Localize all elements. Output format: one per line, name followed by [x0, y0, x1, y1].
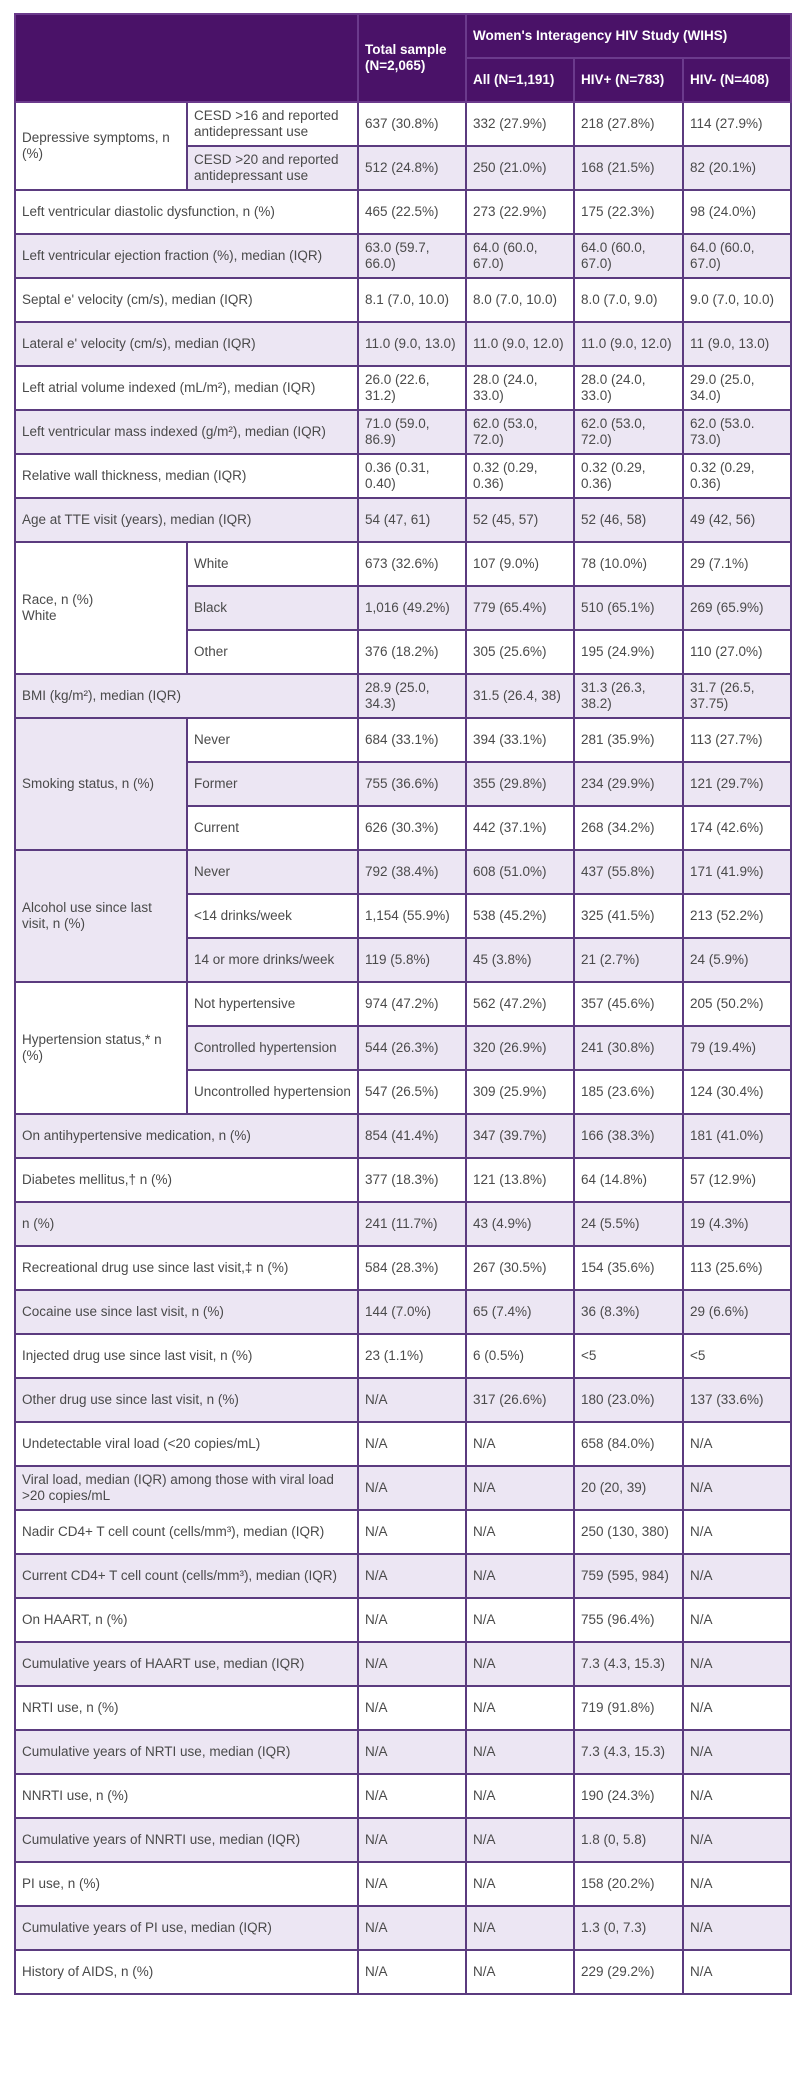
row-label: NNRTI use, n (%)	[15, 1774, 358, 1818]
row-label: On HAART, n (%)	[15, 1598, 358, 1642]
value-cell: 171 (41.9%)	[683, 850, 791, 894]
value-cell: 185 (23.6%)	[574, 1070, 683, 1114]
row-label: Left atrial volume indexed (mL/m²), median (IQR)	[15, 366, 358, 410]
value-cell: N/A	[683, 1818, 791, 1862]
value-cell: 9.0 (7.0, 10.0)	[683, 278, 791, 322]
value-cell: 45 (3.8%)	[466, 938, 574, 982]
value-cell: 23 (1.1%)	[358, 1334, 466, 1378]
value-cell: 137 (33.6%)	[683, 1378, 791, 1422]
table-row	[15, 1642, 791, 1686]
row-label: Cumulative years of PI use, median (IQR)	[15, 1906, 358, 1950]
row-label: Cumulative years of NRTI use, median (IQR)	[15, 1730, 358, 1774]
row-label: On antihypertensive medication, n (%)	[15, 1114, 358, 1158]
value-cell: 119 (5.8%)	[358, 938, 466, 982]
row-label: Left ventricular mass indexed (g/m²), median (IQR)	[15, 410, 358, 454]
value-cell: 320 (26.9%)	[466, 1026, 574, 1070]
value-cell: 166 (38.3%)	[574, 1114, 683, 1158]
value-cell: 19 (4.3%)	[683, 1202, 791, 1246]
value-cell: 54 (47, 61)	[358, 498, 466, 542]
value-cell: 0.32 (0.29, 0.36)	[683, 454, 791, 498]
value-cell: 195 (24.9%)	[574, 630, 683, 674]
table-row	[15, 850, 791, 894]
value-cell: 317 (26.6%)	[466, 1378, 574, 1422]
table-row	[15, 1422, 791, 1466]
table-row	[15, 234, 791, 278]
value-cell: 658 (84.0%)	[574, 1422, 683, 1466]
value-cell: 250 (130, 380)	[574, 1510, 683, 1554]
value-cell: 31.3 (26.3, 38.2)	[574, 674, 683, 718]
value-cell: N/A	[466, 1686, 574, 1730]
value-cell: 64.0 (60.0, 67.0)	[574, 234, 683, 278]
table-row	[15, 1730, 791, 1774]
row-label: Injected drug use since last visit, n (%)	[15, 1334, 358, 1378]
value-cell: 24 (5.9%)	[683, 938, 791, 982]
value-cell: N/A	[358, 1466, 466, 1510]
row-label: Diabetes mellitus,† n (%)	[15, 1158, 358, 1202]
value-cell: 759 (595, 984)	[574, 1554, 683, 1598]
value-cell: 174 (42.6%)	[683, 806, 791, 850]
row-label: Left ventricular ejection fraction (%), median (IQR)	[15, 234, 358, 278]
value-cell: N/A	[466, 1906, 574, 1950]
value-cell: 29 (6.6%)	[683, 1290, 791, 1334]
value-cell: 229 (29.2%)	[574, 1950, 683, 1994]
value-cell: 31.7 (26.5, 37.75)	[683, 674, 791, 718]
value-cell: 779 (65.4%)	[466, 586, 574, 630]
value-cell: 154 (35.6%)	[574, 1246, 683, 1290]
value-cell: N/A	[683, 1906, 791, 1950]
value-cell: 62.0 (53.0. 73.0)	[683, 410, 791, 454]
table-row	[15, 102, 791, 146]
row-label: Current CD4+ T cell count (cells/mm³), median (IQR)	[15, 1554, 358, 1598]
value-cell: 347 (39.7%)	[466, 1114, 574, 1158]
sub-row-label: Other	[187, 630, 358, 674]
value-cell: N/A	[358, 1554, 466, 1598]
header-all: All (N=1,191)	[466, 58, 574, 102]
table-row	[15, 718, 791, 762]
value-cell: 28.0 (24.0, 33.0)	[466, 366, 574, 410]
table-row	[15, 1158, 791, 1202]
value-cell: 755 (36.6%)	[358, 762, 466, 806]
table-row	[15, 1862, 791, 1906]
value-cell: N/A	[466, 1774, 574, 1818]
value-cell: 124 (30.4%)	[683, 1070, 791, 1114]
value-cell: 544 (26.3%)	[358, 1026, 466, 1070]
value-cell: 64 (14.8%)	[574, 1158, 683, 1202]
value-cell: 82 (20.1%)	[683, 146, 791, 190]
row-label: Cumulative years of NNRTI use, median (IQR)	[15, 1818, 358, 1862]
row-label: NRTI use, n (%)	[15, 1686, 358, 1730]
value-cell: 755 (96.4%)	[574, 1598, 683, 1642]
table-row	[15, 190, 791, 234]
row-label: Other drug use since last visit, n (%)	[15, 1378, 358, 1422]
value-cell: 584 (28.3%)	[358, 1246, 466, 1290]
row-label: Race, n (%) White	[15, 542, 187, 674]
value-cell: 168 (21.5%)	[574, 146, 683, 190]
value-cell: N/A	[466, 1642, 574, 1686]
value-cell: 305 (25.6%)	[466, 630, 574, 674]
value-cell: 234 (29.9%)	[574, 762, 683, 806]
value-cell: N/A	[358, 1730, 466, 1774]
sub-row-label: Black	[187, 586, 358, 630]
value-cell: N/A	[466, 1510, 574, 1554]
value-cell: 29 (7.1%)	[683, 542, 791, 586]
value-cell: 28.0 (24.0, 33.0)	[574, 366, 683, 410]
value-cell: 11.0 (9.0, 12.0)	[466, 322, 574, 366]
value-cell: 241 (11.7%)	[358, 1202, 466, 1246]
value-cell: N/A	[683, 1554, 791, 1598]
value-cell: 63.0 (59.7, 66.0)	[358, 234, 466, 278]
value-cell: 465 (22.5%)	[358, 190, 466, 234]
value-cell: 71.0 (59.0, 86.9)	[358, 410, 466, 454]
value-cell: 158 (20.2%)	[574, 1862, 683, 1906]
row-label: Alcohol use since last visit, n (%)	[15, 850, 187, 982]
value-cell: 26.0 (22.6, 31.2)	[358, 366, 466, 410]
row-label: Smoking status, n (%)	[15, 718, 187, 850]
value-cell: 376 (18.2%)	[358, 630, 466, 674]
row-label: Hypertension status,* n (%)	[15, 982, 187, 1114]
row-label: History of AIDS, n (%)	[15, 1950, 358, 1994]
row-label: BMI (kg/m²), median (IQR)	[15, 674, 358, 718]
table-row	[15, 322, 791, 366]
table-row	[15, 1378, 791, 1422]
value-cell: 64.0 (60.0, 67.0)	[466, 234, 574, 278]
value-cell: 6 (0.5%)	[466, 1334, 574, 1378]
value-cell: N/A	[358, 1862, 466, 1906]
value-cell: N/A	[466, 1862, 574, 1906]
value-cell: 684 (33.1%)	[358, 718, 466, 762]
table-row	[15, 1510, 791, 1554]
value-cell: 79 (19.4%)	[683, 1026, 791, 1070]
row-label: Left ventricular diastolic dysfunction, n (%)	[15, 190, 358, 234]
sub-row-label: White	[187, 542, 358, 586]
value-cell: 0.32 (0.29, 0.36)	[466, 454, 574, 498]
value-cell: 62.0 (53.0, 72.0)	[574, 410, 683, 454]
row-label: Relative wall thickness, median (IQR)	[15, 454, 358, 498]
value-cell: N/A	[358, 1510, 466, 1554]
table-row	[15, 1950, 791, 1994]
table-row	[15, 674, 791, 718]
sub-row-label: CESD >20 and reported antidepressant use	[187, 146, 358, 190]
value-cell: N/A	[683, 1774, 791, 1818]
value-cell: N/A	[358, 1774, 466, 1818]
row-label: Lateral e' velocity (cm/s), median (IQR)	[15, 322, 358, 366]
value-cell: N/A	[466, 1598, 574, 1642]
value-cell: 510 (65.1%)	[574, 586, 683, 630]
value-cell: 7.3 (4.3, 15.3)	[574, 1730, 683, 1774]
header-total-sample: Total sample (N=2,065)	[358, 14, 466, 102]
value-cell: N/A	[466, 1422, 574, 1466]
sub-row-label: Controlled hypertension	[187, 1026, 358, 1070]
sub-row-label: Former	[187, 762, 358, 806]
row-label: Age at TTE visit (years), median (IQR)	[15, 498, 358, 542]
value-cell: 512 (24.8%)	[358, 146, 466, 190]
value-cell: N/A	[683, 1510, 791, 1554]
value-cell: 719 (91.8%)	[574, 1686, 683, 1730]
value-cell: 114 (27.9%)	[683, 102, 791, 146]
value-cell: 36 (8.3%)	[574, 1290, 683, 1334]
value-cell: N/A	[683, 1950, 791, 1994]
sub-row-label: 14 or more drinks/week	[187, 938, 358, 982]
table-body	[15, 102, 791, 1994]
table-row	[15, 454, 791, 498]
table-row	[15, 366, 791, 410]
table-row	[15, 1114, 791, 1158]
value-cell: 269 (65.9%)	[683, 586, 791, 630]
table-row	[15, 410, 791, 454]
value-cell: 175 (22.3%)	[574, 190, 683, 234]
value-cell: 273 (22.9%)	[466, 190, 574, 234]
value-cell: 121 (29.7%)	[683, 762, 791, 806]
value-cell: 377 (18.3%)	[358, 1158, 466, 1202]
row-label: Recreational drug use since last visit,‡ n (%)	[15, 1246, 358, 1290]
header-blank	[15, 14, 358, 102]
value-cell: 267 (30.5%)	[466, 1246, 574, 1290]
row-label: Septal e' velocity (cm/s), median (IQR)	[15, 278, 358, 322]
value-cell: 7.3 (4.3, 15.3)	[574, 1642, 683, 1686]
value-cell: 0.32 (0.29, 0.36)	[574, 454, 683, 498]
row-label: n (%)	[15, 1202, 358, 1246]
value-cell: 113 (25.6%)	[683, 1246, 791, 1290]
value-cell: 325 (41.5%)	[574, 894, 683, 938]
value-cell: 281 (35.9%)	[574, 718, 683, 762]
value-cell: 442 (37.1%)	[466, 806, 574, 850]
row-label: Cumulative years of HAART use, median (IQR)	[15, 1642, 358, 1686]
value-cell: 49 (42, 56)	[683, 498, 791, 542]
value-cell: 626 (30.3%)	[358, 806, 466, 850]
value-cell: 180 (23.0%)	[574, 1378, 683, 1422]
value-cell: N/A	[358, 1642, 466, 1686]
value-cell: 562 (47.2%)	[466, 982, 574, 1026]
value-cell: N/A	[466, 1554, 574, 1598]
value-cell: N/A	[358, 1818, 466, 1862]
value-cell: N/A	[683, 1598, 791, 1642]
value-cell: 332 (27.9%)	[466, 102, 574, 146]
value-cell: N/A	[466, 1466, 574, 1510]
value-cell: N/A	[683, 1686, 791, 1730]
table-row	[15, 1246, 791, 1290]
value-cell: 121 (13.8%)	[466, 1158, 574, 1202]
value-cell: N/A	[466, 1818, 574, 1862]
value-cell: N/A	[358, 1422, 466, 1466]
value-cell: 8.0 (7.0, 10.0)	[466, 278, 574, 322]
value-cell: N/A	[466, 1950, 574, 1994]
value-cell: 608 (51.0%)	[466, 850, 574, 894]
value-cell: 1,154 (55.9%)	[358, 894, 466, 938]
value-cell: 113 (27.7%)	[683, 718, 791, 762]
row-label: PI use, n (%)	[15, 1862, 358, 1906]
value-cell: N/A	[683, 1862, 791, 1906]
value-cell: 98 (24.0%)	[683, 190, 791, 234]
value-cell: 205 (50.2%)	[683, 982, 791, 1026]
value-cell: <5	[574, 1334, 683, 1378]
value-cell: 355 (29.8%)	[466, 762, 574, 806]
header-wihs: Women's Interagency HIV Study (WIHS)	[466, 14, 791, 58]
value-cell: 241 (30.8%)	[574, 1026, 683, 1070]
value-cell: 268 (34.2%)	[574, 806, 683, 850]
value-cell: N/A	[683, 1466, 791, 1510]
value-cell: 394 (33.1%)	[466, 718, 574, 762]
table-row	[15, 1774, 791, 1818]
value-cell: 64.0 (60.0, 67.0)	[683, 234, 791, 278]
value-cell: 357 (45.6%)	[574, 982, 683, 1026]
value-cell: 250 (21.0%)	[466, 146, 574, 190]
value-cell: 1.3 (0, 7.3)	[574, 1906, 683, 1950]
sub-row-label: Never	[187, 850, 358, 894]
row-label: Cocaine use since last visit, n (%)	[15, 1290, 358, 1334]
header-hiv-negative: HIV- (N=408)	[683, 58, 791, 102]
table-row	[15, 498, 791, 542]
value-cell: N/A	[683, 1730, 791, 1774]
value-cell: N/A	[358, 1906, 466, 1950]
value-cell: 673 (32.6%)	[358, 542, 466, 586]
value-cell: 144 (7.0%)	[358, 1290, 466, 1334]
value-cell: 218 (27.8%)	[574, 102, 683, 146]
table-row	[15, 278, 791, 322]
value-cell: N/A	[358, 1950, 466, 1994]
value-cell: 57 (12.9%)	[683, 1158, 791, 1202]
value-cell: 11.0 (9.0, 12.0)	[574, 322, 683, 366]
value-cell: 43 (4.9%)	[466, 1202, 574, 1246]
value-cell: N/A	[358, 1686, 466, 1730]
table-row	[15, 1818, 791, 1862]
sub-row-label: <14 drinks/week	[187, 894, 358, 938]
value-cell: 190 (24.3%)	[574, 1774, 683, 1818]
row-label: Nadir CD4+ T cell count (cells/mm³), median (IQR)	[15, 1510, 358, 1554]
value-cell: 110 (27.0%)	[683, 630, 791, 674]
value-cell: 78 (10.0%)	[574, 542, 683, 586]
table-row	[15, 1466, 791, 1510]
value-cell: 1.8 (0, 5.8)	[574, 1818, 683, 1862]
value-cell: N/A	[683, 1642, 791, 1686]
table-row	[15, 1906, 791, 1950]
value-cell: N/A	[466, 1730, 574, 1774]
sub-row-label: Not hypertensive	[187, 982, 358, 1026]
characteristics-table	[14, 13, 792, 1995]
table-row	[15, 1290, 791, 1334]
row-label: Viral load, median (IQR) among those with viral load >20 copies/mL	[15, 1466, 358, 1510]
value-cell: 11.0 (9.0, 13.0)	[358, 322, 466, 366]
value-cell: 792 (38.4%)	[358, 850, 466, 894]
value-cell: 21 (2.7%)	[574, 938, 683, 982]
value-cell: 11 (9.0, 13.0)	[683, 322, 791, 366]
table-row	[15, 1554, 791, 1598]
sub-row-label: CESD >16 and reported antidepressant use	[187, 102, 358, 146]
value-cell: 213 (52.2%)	[683, 894, 791, 938]
value-cell: 65 (7.4%)	[466, 1290, 574, 1334]
value-cell: 62.0 (53.0, 72.0)	[466, 410, 574, 454]
value-cell: 0.36 (0.31, 0.40)	[358, 454, 466, 498]
value-cell: 1,016 (49.2%)	[358, 586, 466, 630]
table-row	[15, 1598, 791, 1642]
value-cell: 31.5 (26.4, 38)	[466, 674, 574, 718]
value-cell: 637 (30.8%)	[358, 102, 466, 146]
table-row	[15, 1334, 791, 1378]
value-cell: 20 (20, 39)	[574, 1466, 683, 1510]
sub-row-label: Current	[187, 806, 358, 850]
table-row	[15, 1202, 791, 1246]
value-cell: 52 (45, 57)	[466, 498, 574, 542]
value-cell: 854 (41.4%)	[358, 1114, 466, 1158]
value-cell: 52 (46, 58)	[574, 498, 683, 542]
value-cell: 8.1 (7.0, 10.0)	[358, 278, 466, 322]
value-cell: 24 (5.5%)	[574, 1202, 683, 1246]
value-cell: <5	[683, 1334, 791, 1378]
value-cell: 181 (41.0%)	[683, 1114, 791, 1158]
value-cell: N/A	[358, 1598, 466, 1642]
value-cell: 107 (9.0%)	[466, 542, 574, 586]
sub-row-label: Uncontrolled hypertension	[187, 1070, 358, 1114]
value-cell: 547 (26.5%)	[358, 1070, 466, 1114]
value-cell: N/A	[358, 1378, 466, 1422]
header-hiv-positive: HIV+ (N=783)	[574, 58, 683, 102]
value-cell: 28.9 (25.0, 34.3)	[358, 674, 466, 718]
value-cell: 8.0 (7.0, 9.0)	[574, 278, 683, 322]
value-cell: 437 (55.8%)	[574, 850, 683, 894]
value-cell: N/A	[683, 1422, 791, 1466]
value-cell: 309 (25.9%)	[466, 1070, 574, 1114]
value-cell: 974 (47.2%)	[358, 982, 466, 1026]
table-row	[15, 1686, 791, 1730]
value-cell: 29.0 (25.0, 34.0)	[683, 366, 791, 410]
table-row	[15, 982, 791, 1026]
row-label: Undetectable viral load (<20 copies/mL)	[15, 1422, 358, 1466]
table-header	[15, 14, 791, 102]
sub-row-label: Never	[187, 718, 358, 762]
row-label: Depressive symptoms, n (%)	[15, 102, 187, 190]
value-cell: 538 (45.2%)	[466, 894, 574, 938]
table-row	[15, 542, 791, 586]
